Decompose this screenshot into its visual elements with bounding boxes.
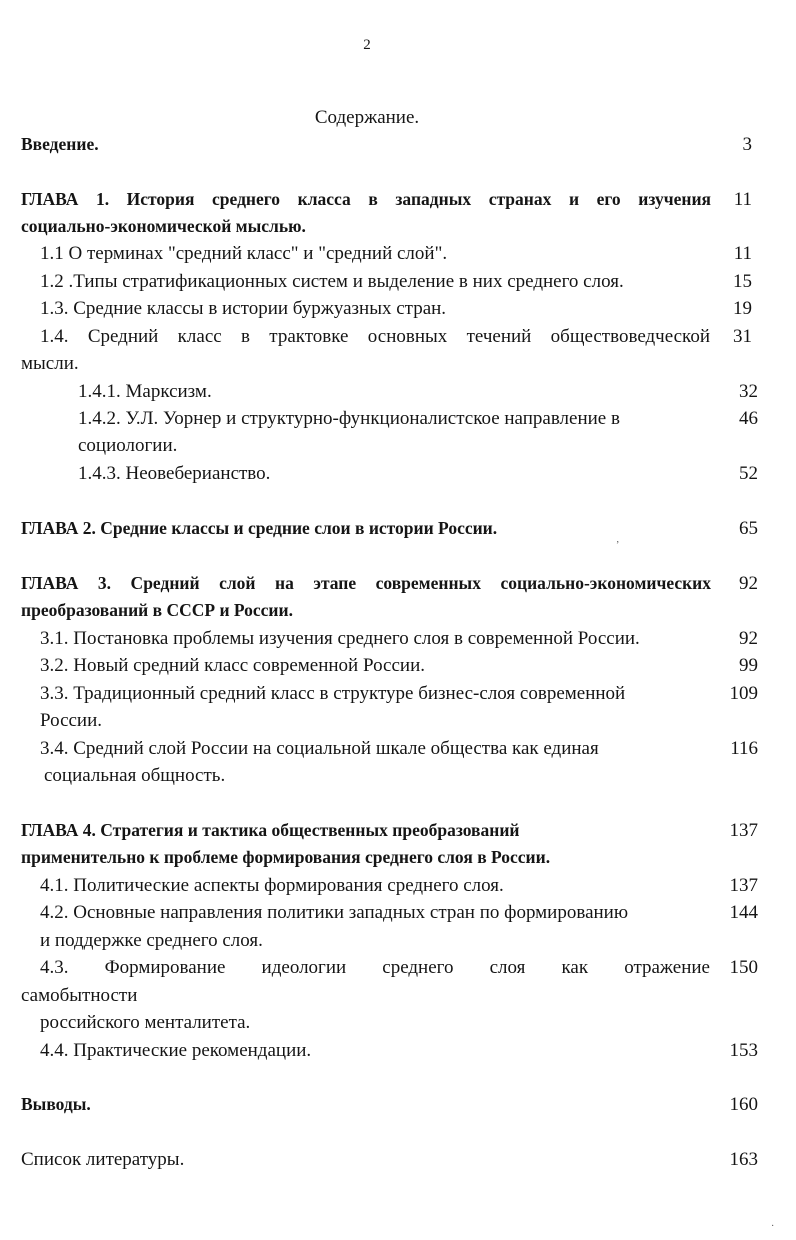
scan-speck: · <box>771 1221 775 1232</box>
toc-section-3-1-page: 92 <box>739 628 758 649</box>
toc-references-page: 163 <box>729 1149 758 1170</box>
toc-chapter-4-page: 137 <box>729 820 758 841</box>
toc-conclusions-label: Выводы. <box>21 1094 91 1114</box>
toc-section-4-3-label-cont: самобытности <box>21 985 138 1006</box>
toc-chapter-1-label: ГЛАВА 1. История среднего класса в западных странах и его изучения <box>21 189 711 209</box>
toc-section-1-1-label: 1.1 О терминах "средний класс" и "средний слой". <box>40 243 448 264</box>
toc-section-1-4-2-label: 1.4.2. У.Л. Уорнер и структурно-функционалистское направление в <box>78 408 620 429</box>
toc-section-3-4-page: 116 <box>730 738 758 759</box>
toc-chapter-4-label: ГЛАВА 4. Стратегия и тактика общественных преобразований <box>21 820 520 840</box>
toc-section-3-4-label-cont: социальная общность. <box>44 765 226 786</box>
toc-section-4-1-label: 4.1. Политические аспекты формирования среднего слоя. <box>40 875 504 896</box>
toc-section-1-4-2-label-cont: социологии. <box>78 435 178 456</box>
toc-section-3-3-label: 3.3. Традиционный средний класс в структуре бизнес-слоя современной <box>40 683 626 704</box>
toc-section-3-4-label: 3.4. Средний слой России на социальной шкале общества как единая <box>40 738 599 759</box>
toc-section-1-2-label: 1.2 .Типы стратификационных систем и выделение в них среднего слоя. <box>40 271 624 292</box>
toc-section-4-2-label: 4.2. Основные направления политики западных стран по формированию <box>40 902 629 923</box>
toc-section-1-4-3-label: 1.4.3. Неовеберианство. <box>78 463 271 484</box>
toc-section-1-4-label: 1.4. Средний класс в трактовке основных течений обществоведческой <box>40 326 710 347</box>
toc-section-4-4-label: 4.4. Практические рекомендации. <box>40 1040 312 1061</box>
toc-section-4-3-label: 4.3. Формирование идеологии среднего слоя как отражение <box>40 957 710 978</box>
toc-section-4-4-page: 153 <box>729 1040 758 1061</box>
page-number: 2 <box>363 37 371 53</box>
toc-section-1-4-3-page: 52 <box>739 463 758 484</box>
toc-chapter-2-page: 65 <box>739 518 758 539</box>
page-title: Содержание. <box>314 107 420 128</box>
toc-section-1-1-page: 11 <box>733 243 752 264</box>
toc-section-1-4-2-page: 46 <box>739 408 758 429</box>
toc-references-label: Список литературы. <box>21 1149 185 1170</box>
toc-section-3-3-label-cont: России. <box>40 710 103 731</box>
toc-section-3-2-page: 99 <box>739 655 758 676</box>
toc-chapter-3-label: ГЛАВА 3. Средний слой на этапе современных социально-экономических <box>21 573 711 593</box>
toc-section-1-2-page: 15 <box>733 271 752 292</box>
toc-chapter-3-label-cont: преобразований в СССР и России. <box>21 600 293 620</box>
toc-section-1-4-1-page: 32 <box>739 381 758 402</box>
toc-section-4-1-page: 137 <box>729 875 758 896</box>
toc-section-4-3-page: 150 <box>729 957 758 978</box>
toc-section-3-2-label: 3.2. Новый средний класс современной России. <box>40 655 425 676</box>
toc-chapter-2-label: ГЛАВА 2. Средние классы и средние слои в истории России. <box>21 518 498 538</box>
toc-intro-label: Введение. <box>21 134 99 154</box>
toc-conclusions-page: 160 <box>729 1094 758 1115</box>
toc-intro-page: 3 <box>742 134 752 155</box>
toc-chapter-4-label-cont: применительно к проблеме формирования среднего слоя в России. <box>21 847 551 867</box>
toc-section-3-3-page: 109 <box>729 683 758 704</box>
toc-section-1-3-label: 1.3. Средние классы в истории буржуазных стран. <box>40 298 447 319</box>
toc-section-4-2-label-cont: и поддержке среднего слоя. <box>40 930 263 951</box>
toc-section-1-4-label-cont: мысли. <box>21 353 79 374</box>
toc-chapter-1-page: 11 <box>733 189 752 210</box>
toc-section-1-4-1-label: 1.4.1. Марксизм. <box>78 381 212 402</box>
scan-speck: ʼ <box>616 540 620 551</box>
toc-chapter-1-label-cont: социально-экономической мыслью. <box>21 216 306 236</box>
toc-chapter-3-page: 92 <box>739 573 758 594</box>
toc-section-1-4-page: 31 <box>733 326 752 347</box>
toc-section-1-3-page: 19 <box>733 298 752 319</box>
toc-section-3-1-label: 3.1. Постановка проблемы изучения среднего слоя в современной России. <box>40 628 640 649</box>
toc-section-4-2-page: 144 <box>729 902 758 923</box>
toc-section-4-3-label-cont-2: российского менталитета. <box>40 1012 251 1033</box>
